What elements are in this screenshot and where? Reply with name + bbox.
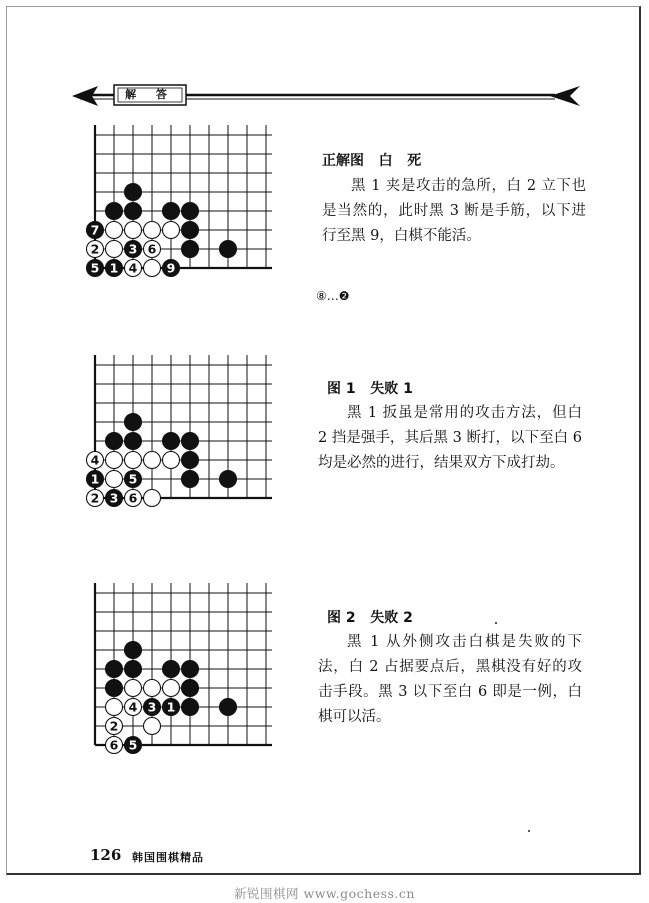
move-number: 5: [128, 471, 138, 487]
move-number: 4: [128, 699, 138, 715]
print-speck: [495, 622, 497, 624]
black-stone: [125, 414, 142, 431]
white-stone: [87, 452, 104, 469]
white-stone: [125, 699, 142, 716]
black-stone: [106, 490, 123, 507]
black-stone: [163, 661, 180, 678]
black-stone: [87, 260, 104, 277]
diagram-title: 图 1 失败 1: [327, 381, 413, 397]
black-stone: [106, 203, 123, 220]
move-number: 7: [90, 222, 100, 238]
black-stone: [106, 433, 123, 450]
black-stone: [182, 699, 199, 716]
move-number: 1: [166, 699, 176, 715]
white-stone: [144, 490, 161, 507]
white-stone: [125, 452, 142, 469]
black-stone: [125, 241, 142, 258]
black-stone: [220, 471, 237, 488]
black-stone: [106, 260, 123, 277]
move-number: 5: [90, 260, 100, 276]
black-stone: [125, 471, 142, 488]
black-stone: [182, 471, 199, 488]
black-stone: [182, 203, 199, 220]
white-stone: [106, 471, 123, 488]
move-number: 4: [128, 260, 138, 276]
white-stone: [106, 699, 123, 716]
move-number: 1: [90, 471, 100, 487]
move-number: 6: [147, 241, 157, 257]
black-stone: [106, 680, 123, 697]
move-number: 3: [147, 699, 157, 715]
white-stone: [163, 222, 180, 239]
black-stone: [125, 737, 142, 754]
move-number: 2: [109, 718, 119, 734]
diagram-title: 正解图 白 死: [322, 153, 422, 169]
black-stone: [163, 699, 180, 716]
white-stone: [125, 680, 142, 697]
white-stone: [125, 222, 142, 239]
black-stone: [125, 642, 142, 659]
white-stone: [125, 490, 142, 507]
white-stone: [144, 260, 161, 277]
white-stone: [144, 241, 161, 258]
white-stone: [144, 452, 161, 469]
black-stone: [144, 699, 161, 716]
white-stone: [144, 680, 161, 697]
black-stone: [106, 661, 123, 678]
white-stone: [106, 222, 123, 239]
black-stone: [125, 661, 142, 678]
black-stone: [220, 699, 237, 716]
white-stone: [106, 452, 123, 469]
black-stone: [163, 433, 180, 450]
black-stone: [182, 680, 199, 697]
move-number: 3: [109, 490, 119, 506]
move-number: 1: [109, 260, 119, 276]
white-stone: [106, 718, 123, 735]
black-stone: [163, 260, 180, 277]
move-number: 5: [128, 737, 138, 753]
watermark: 新锐围棋网 www.gochess.cn: [234, 886, 415, 901]
diagram-title: 图 2 失败 2: [327, 610, 413, 626]
white-stone: [106, 737, 123, 754]
header-arrow: [0, 0, 649, 120]
diagram-commentary: 黑 1 扳虽是常用的攻击方法，但白 2 挡是强手，其后黑 3 断打，以下至白 6 均是必然的进行，结果双方下成打劫。: [318, 405, 582, 471]
move-number: 6: [109, 737, 119, 753]
black-stone: [182, 452, 199, 469]
black-stone: [125, 184, 142, 201]
move-number: 6: [128, 490, 138, 506]
book-title: 韩国围棋精品: [132, 851, 204, 864]
go-board-diagram: [75, 355, 285, 550]
move-number: 2: [90, 241, 100, 257]
black-stone: [182, 433, 199, 450]
black-stone: [163, 203, 180, 220]
diagram-commentary: 黑 1 夹是攻击的急所，白 2 立下也是当然的，此时黑 3 断是手筋，以下进行至黑 9，白棋不能活。: [322, 178, 586, 244]
black-stone: [125, 433, 142, 450]
black-stone: [182, 661, 199, 678]
page-number: 126: [90, 846, 122, 864]
white-stone: [163, 452, 180, 469]
black-stone: [182, 222, 199, 239]
white-stone: [125, 260, 142, 277]
black-stone: [182, 241, 199, 258]
header-badge: 解 答: [125, 88, 175, 101]
white-stone: [87, 241, 104, 258]
move-number: 9: [166, 260, 176, 276]
black-stone: [87, 222, 104, 239]
white-stone: [163, 680, 180, 697]
black-stone: [220, 241, 237, 258]
black-stone: [87, 471, 104, 488]
print-speck: [528, 830, 530, 832]
move-number: 3: [128, 241, 138, 257]
black-stone: [125, 203, 142, 220]
white-stone: [106, 241, 123, 258]
white-stone: [144, 718, 161, 735]
move-number: 2: [90, 490, 100, 506]
ko-note: ⑧…❷: [316, 289, 350, 303]
move-number: 4: [90, 452, 100, 468]
white-stone: [87, 490, 104, 507]
white-stone: [144, 222, 161, 239]
go-board-diagram: [75, 583, 285, 788]
go-board-diagram: [75, 125, 285, 320]
diagram-commentary: 黑 1 从外侧攻击白棋是失败的下法，白 2 占据要点后，黑棋没有好的攻击手段。黑 3 以下至白 6 即是一例，白棋可以活。: [318, 634, 582, 725]
